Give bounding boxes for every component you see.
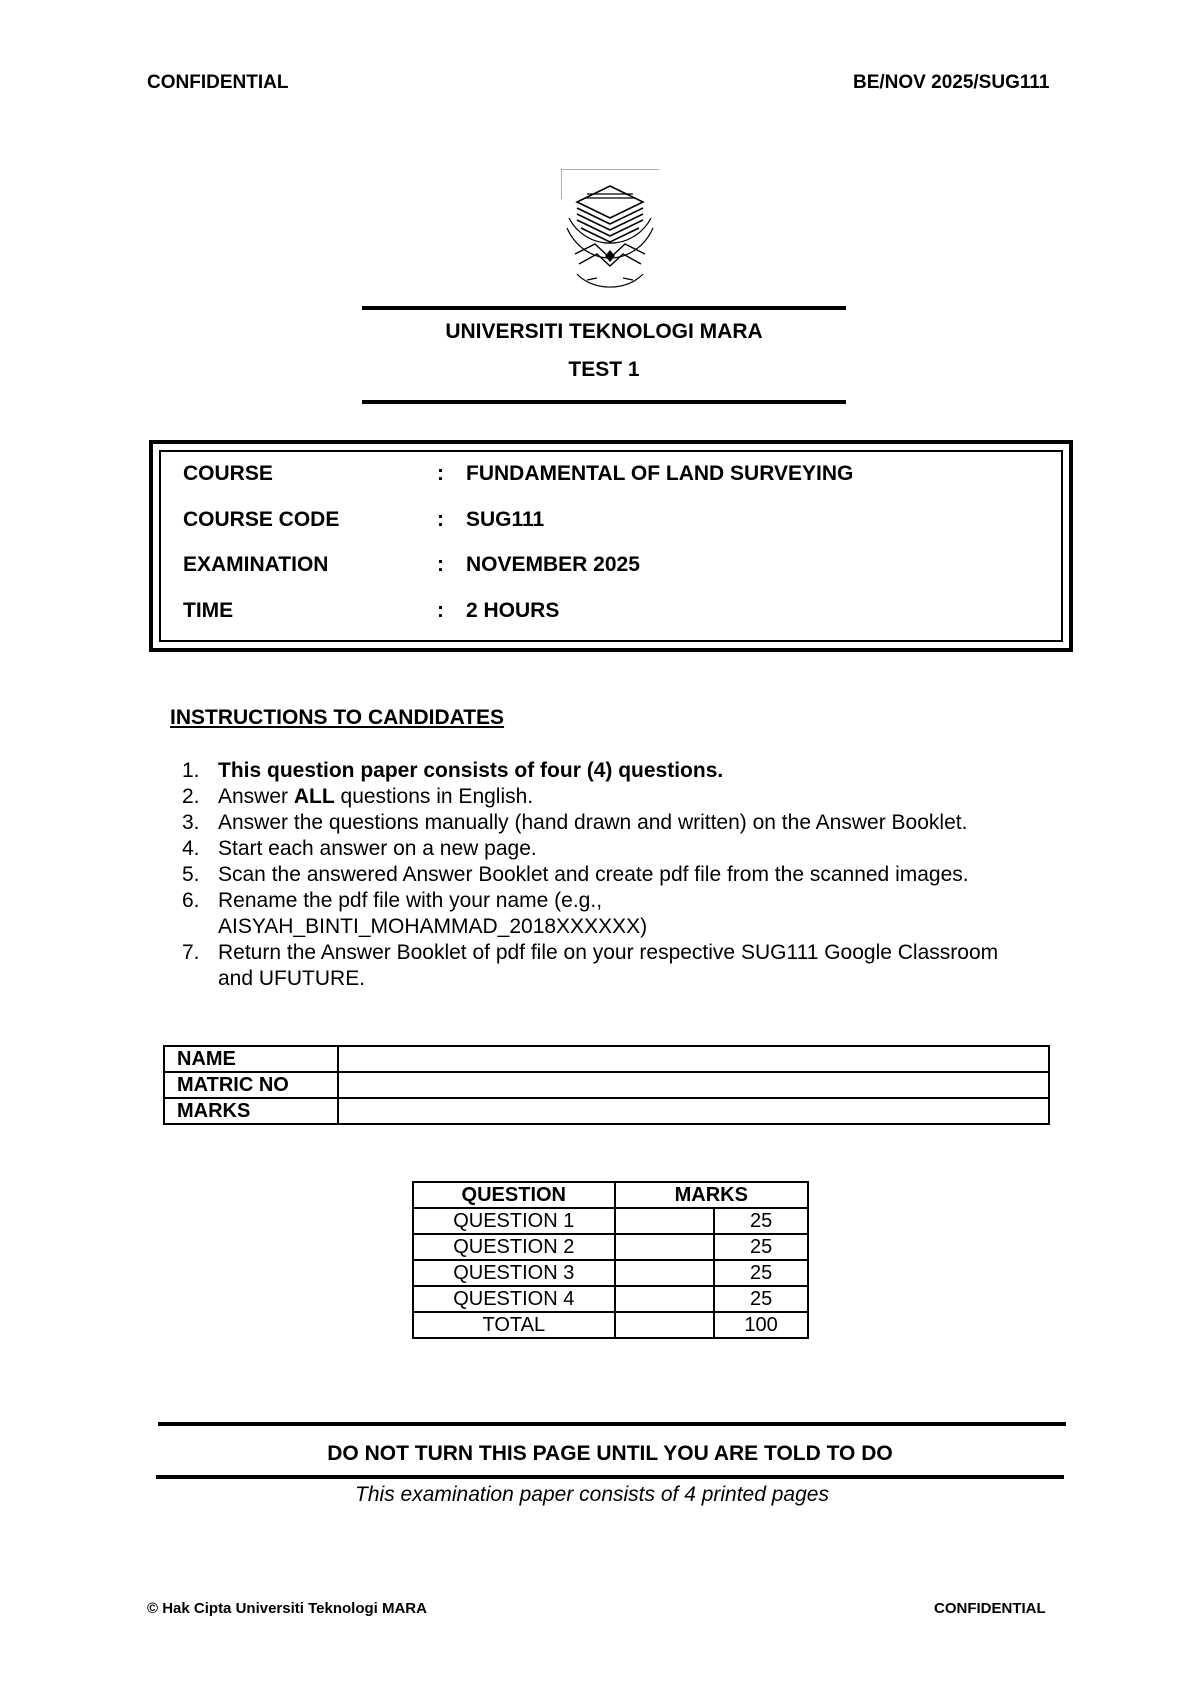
instruction-text: Rename the pdf file with your name (e.g., xyxy=(218,889,603,912)
instruction-item xyxy=(170,940,1070,992)
marks-cell: 25 xyxy=(714,1286,808,1312)
question-cell: QUESTION 2 xyxy=(413,1234,615,1260)
table-row xyxy=(413,1234,808,1260)
course-info-box xyxy=(149,440,1073,652)
test-title: TEST 1 xyxy=(568,358,640,381)
examination-label: EXAMINATION xyxy=(183,553,329,576)
instruction-text: and UFUTURE. xyxy=(218,967,366,990)
footer-confidential: CONFIDENTIAL xyxy=(934,1600,1046,1617)
matric-no-field[interactable] xyxy=(338,1072,1049,1098)
separator: : xyxy=(437,553,444,576)
marks-field[interactable] xyxy=(338,1098,1049,1124)
instruction-text: Scan the answered Answer Booklet and create pdf file from the scanned images. xyxy=(218,863,969,886)
instruction-item xyxy=(170,862,1070,888)
uitm-crest-logo xyxy=(557,168,663,292)
instruction-text: Return the Answer Booklet of pdf file on your respective SUG111 Google Classroom xyxy=(218,941,999,964)
instruction-item xyxy=(170,836,1070,862)
score-cell[interactable] xyxy=(615,1286,715,1312)
instruction-number: 6. xyxy=(182,889,200,912)
question-cell: QUESTION 1 xyxy=(413,1208,615,1234)
instructions-list xyxy=(170,758,1070,992)
printed-pages-note: This examination paper consists of 4 printed pages xyxy=(355,1483,829,1506)
instruction-item xyxy=(170,888,1070,940)
course-value: FUNDAMENTAL OF LAND SURVEYING xyxy=(466,462,854,485)
instruction-item xyxy=(170,758,1070,784)
total-marks-cell: 100 xyxy=(714,1312,808,1338)
instruction-item xyxy=(170,784,1070,810)
instruction-text: Answer the questions manually (hand drawn and written) on the Answer Booklet. xyxy=(218,811,968,834)
total-cell: TOTAL xyxy=(413,1312,615,1338)
instruction-number: 1. xyxy=(182,759,200,782)
time-value: 2 HOURS xyxy=(466,599,560,622)
instruction-number: 4. xyxy=(182,837,200,860)
crest-icon xyxy=(557,168,663,292)
warning-bottom-rule xyxy=(156,1475,1064,1479)
warning-top-rule xyxy=(158,1422,1066,1426)
instruction-number: 5. xyxy=(182,863,200,886)
course-label: COURSE xyxy=(183,462,273,485)
table-row xyxy=(164,1098,1049,1124)
instruction-number: 7. xyxy=(182,941,200,964)
question-cell: QUESTION 4 xyxy=(413,1286,615,1312)
name-label: NAME xyxy=(164,1046,338,1072)
course-code-label: COURSE CODE xyxy=(183,508,340,531)
instruction-number: 2. xyxy=(182,785,200,808)
table-row xyxy=(413,1208,808,1234)
separator: : xyxy=(437,508,444,531)
university-name: UNIVERSITI TEKNOLOGI MARA xyxy=(445,320,763,343)
examination-value: NOVEMBER 2025 xyxy=(466,553,640,576)
table-row xyxy=(164,1072,1049,1098)
table-row xyxy=(413,1260,808,1286)
footer-copyright: © Hak Cipta Universiti Teknologi MARA xyxy=(147,1600,427,1617)
instruction-text: AISYAH_BINTI_MOHAMMAD_2018XXXXXX) xyxy=(218,915,648,938)
title-bottom-rule xyxy=(362,400,846,404)
instruction-number: 3. xyxy=(182,811,200,834)
name-field[interactable] xyxy=(338,1046,1049,1072)
do-not-turn-warning: DO NOT TURN THIS PAGE UNTIL YOU ARE TOLD TO DO xyxy=(327,1442,893,1465)
course-code-value: SUG111 xyxy=(466,508,545,531)
table-row xyxy=(413,1286,808,1312)
instruction-text: This question paper consists of four (4) questions. xyxy=(218,759,724,782)
title-top-rule xyxy=(362,306,846,310)
header-confidential: CONFIDENTIAL xyxy=(147,72,289,93)
marks-cell: 25 xyxy=(714,1234,808,1260)
score-cell[interactable] xyxy=(615,1234,715,1260)
header-paper-code: BE/NOV 2025/SUG111 xyxy=(853,72,1050,93)
instruction-text: Answer xyxy=(218,785,294,808)
marks-label: MARKS xyxy=(164,1098,338,1124)
instruction-item xyxy=(170,810,1070,836)
instruction-emphasis: ALL xyxy=(293,785,335,808)
separator: : xyxy=(437,462,444,485)
score-cell[interactable] xyxy=(615,1260,715,1286)
marks-cell: 25 xyxy=(714,1208,808,1234)
marks-table xyxy=(412,1181,809,1339)
time-label: TIME xyxy=(183,599,234,622)
score-cell[interactable] xyxy=(615,1208,715,1234)
instructions-title: INSTRUCTIONS TO CANDIDATES xyxy=(170,706,505,729)
table-row xyxy=(164,1046,1049,1072)
question-column-header: QUESTION xyxy=(413,1182,615,1208)
separator: : xyxy=(437,599,444,622)
candidate-details-table xyxy=(163,1045,1050,1125)
matric-no-label: MATRIC NO xyxy=(164,1072,338,1098)
instruction-text: questions in English. xyxy=(334,785,534,808)
table-row xyxy=(413,1312,808,1338)
table-header-row xyxy=(413,1182,808,1208)
marks-cell: 25 xyxy=(714,1260,808,1286)
marks-column-header: MARKS xyxy=(615,1182,808,1208)
question-cell: QUESTION 3 xyxy=(413,1260,615,1286)
score-cell[interactable] xyxy=(615,1312,715,1338)
instruction-text: Start each answer on a new page. xyxy=(218,837,537,860)
